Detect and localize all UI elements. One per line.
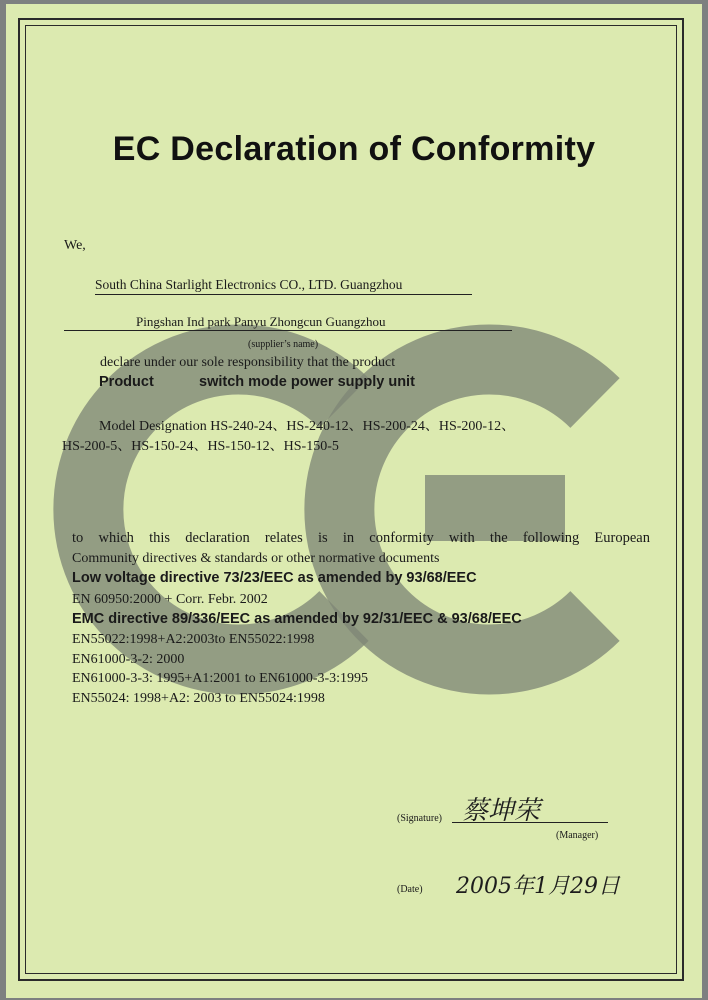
supplier-address-underline	[64, 330, 512, 331]
emc-standard: EN61000-3-2: 2000	[72, 652, 185, 667]
model-designation-line-1: Model Designation HS-240-24、HS-240-12、HS-200-24、HS-200-12、	[99, 419, 516, 434]
conformity-text-line-1: to which this declaration relates is in conformity with the following European	[72, 530, 650, 546]
supplier-name-underline	[95, 294, 472, 295]
model-designation-line-2: HS-200-5、HS-150-24、HS-150-12、HS-150-5	[62, 439, 339, 454]
conformity-text-line-2: Community directives & standards or other normative documents	[72, 551, 440, 566]
handwritten-date: 2005年1月29日	[456, 874, 620, 899]
date-label: (Date)	[397, 884, 423, 895]
emc-standard: EN55022:1998+A2:2003to EN55022:1998	[72, 632, 315, 647]
lvd-standard: EN 60950:2000 + Corr. Febr. 2002	[72, 592, 268, 607]
handwritten-signature: 蔡坤荣	[462, 796, 541, 826]
lvd-heading: Low voltage directive 73/23/EEC as amended by 93/68/EEC	[72, 570, 477, 586]
supplier-caption: (supplier’s name)	[248, 339, 319, 350]
document-title: EC Declaration of Conformity	[112, 130, 596, 168]
we-label: We,	[64, 238, 86, 253]
product-value: switch mode power supply unit	[199, 374, 415, 390]
emc-heading: EMC directive 89/336/EEC as amended by 92/31/EEC & 93/68/EEC	[72, 611, 522, 627]
product-label: Product	[99, 374, 154, 390]
signature-label: (Signature)	[397, 813, 442, 824]
supplier-name: South China Starlight Electronics CO., LTD. Guangzhou	[95, 277, 403, 292]
emc-standard: EN61000-3-3: 1995+A1:2001 to EN61000-3-3:1995	[72, 671, 369, 686]
declare-text: declare under our sole responsibility that the product	[100, 355, 396, 370]
supplier-address: Pingshan Ind park Panyu Zhongcun Guangzhou	[136, 314, 386, 329]
emc-standard: EN55024: 1998+A2: 2003 to EN55024:1998	[72, 691, 325, 706]
manager-label: (Manager)	[556, 830, 599, 841]
